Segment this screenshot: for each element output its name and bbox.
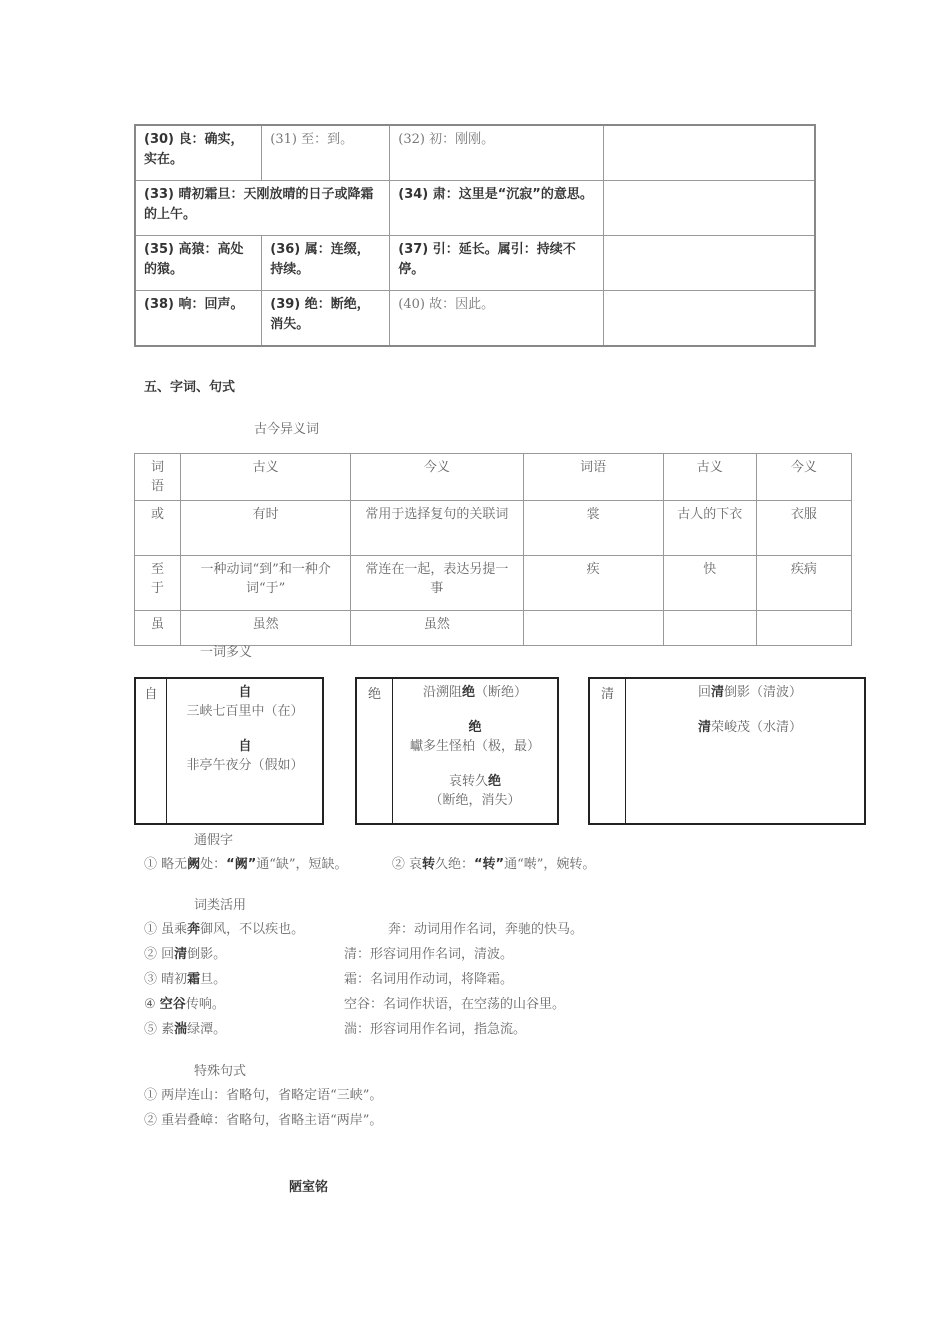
polysemy-title: 一词多义 bbox=[200, 645, 253, 660]
polysemy-item: 自非亭午夜分（假如） bbox=[186, 739, 304, 773]
gujin-cell bbox=[756, 611, 851, 646]
polysemy-items bbox=[650, 679, 850, 753]
polysemy-item: 回清倒影（清波） bbox=[697, 685, 803, 700]
gloss-cell: (30) 良：确实，实在。 bbox=[135, 125, 262, 181]
gujin-cell: 常连在一起，表达另提一事 bbox=[351, 556, 523, 611]
polysemy-item: 绝巘多生怪柏（极，最） bbox=[409, 720, 540, 754]
cilei-example: ② 回清倒影。 bbox=[144, 947, 227, 962]
polysemy-box-qing bbox=[588, 677, 866, 825]
gujin-cell: 古人的下衣 bbox=[663, 501, 756, 556]
gujin-cell: 至于 bbox=[135, 556, 181, 611]
polysemy-box-zi bbox=[134, 677, 324, 825]
gujin-row bbox=[135, 556, 852, 611]
gujin-header-cell: 今义 bbox=[756, 454, 851, 501]
cilei-explanation: 清：形容词用作名词，清波。 bbox=[344, 947, 514, 962]
gujin-cell: 快 bbox=[663, 556, 756, 611]
cilei-example: ③ 晴初霜旦。 bbox=[144, 972, 227, 987]
gloss-cell: (31) 至：到。 bbox=[262, 125, 390, 181]
gloss-row bbox=[135, 125, 815, 181]
polysemy-items bbox=[405, 679, 545, 826]
gujin-row bbox=[135, 501, 852, 556]
polysemy-item: 哀转久绝（断绝，消失） bbox=[429, 774, 521, 808]
gujin-cell: 有时 bbox=[181, 501, 351, 556]
gujin-cell bbox=[523, 611, 663, 646]
gujin-cell: 裳 bbox=[523, 501, 663, 556]
polysemy-char: 自 bbox=[136, 679, 167, 823]
cilei-explanation: 空谷：名词作状语，在空荡的山谷里。 bbox=[344, 997, 566, 1012]
tongjia-title: 通假字 bbox=[194, 833, 234, 848]
gujin-cell: 或 bbox=[135, 501, 181, 556]
teshu-title: 特殊句式 bbox=[194, 1064, 247, 1079]
gujin-cell: 常用于选择复句的关联词 bbox=[351, 501, 523, 556]
section-title: 五、字词、句式 bbox=[144, 380, 236, 395]
cilei-title: 词类活用 bbox=[194, 898, 247, 913]
cilei-example: ④ 空谷传响。 bbox=[144, 997, 225, 1012]
gloss-cell: (33) 晴初霜旦：天刚放晴的日子或降霜的上午。 bbox=[135, 181, 390, 236]
cilei-explanation: 霜：名词用作动词，将降霜。 bbox=[344, 972, 514, 987]
gujin-table bbox=[134, 453, 852, 646]
gujin-cell bbox=[663, 611, 756, 646]
gujin-cell: 一种动词“到”和一种介词“于” bbox=[181, 556, 351, 611]
polysemy-box-jue bbox=[355, 677, 559, 825]
tongjia-line: ① 略无阙处：“阙”通“缺”，短缺。 ② 哀转久绝：“转”通“啭”，婉转。 bbox=[144, 857, 596, 872]
gujin-header-cell: 今义 bbox=[351, 454, 523, 501]
gloss-cell: (40) 故：因此。 bbox=[390, 291, 604, 347]
gloss-row bbox=[135, 236, 815, 291]
gloss-cell bbox=[604, 291, 815, 347]
teshu-item: ② 重岩叠嶂：省略句，省略主语“两岸”。 bbox=[144, 1113, 383, 1128]
teshu-item: ① 两岸连山：省略句，省略定语“三峡”。 bbox=[144, 1088, 383, 1103]
polysemy-char: 清 bbox=[590, 679, 626, 823]
gujin-header-cell: 词语 bbox=[135, 454, 181, 501]
gloss-row bbox=[135, 291, 815, 347]
polysemy-char: 绝 bbox=[357, 679, 393, 823]
gujin-header-cell: 古义 bbox=[663, 454, 756, 501]
polysemy-items bbox=[180, 679, 310, 791]
gujin-header-row bbox=[135, 454, 852, 501]
polysemy-item: 自三峡七百里中（在） bbox=[186, 685, 304, 719]
polysemy-item: 清荣峻茂（水清） bbox=[697, 720, 803, 735]
gloss-cell: (39) 绝：断绝，消失。 bbox=[262, 291, 390, 347]
gloss-cell: (32) 初：刚刚。 bbox=[390, 125, 604, 181]
gloss-cell: (36) 属：连缀，持续。 bbox=[262, 236, 390, 291]
gujin-header-cell: 词语 bbox=[523, 454, 663, 501]
gloss-row bbox=[135, 181, 815, 236]
cilei-explanation: 奔：动词用作名词，奔驰的快马。 bbox=[388, 922, 584, 937]
gloss-cell: (37) 引：延长。属引：持续不停。 bbox=[390, 236, 604, 291]
gloss-cell: (38) 响：回声。 bbox=[135, 291, 262, 347]
gujin-cell: 虽然 bbox=[181, 611, 351, 646]
gloss-cell bbox=[604, 236, 815, 291]
gujin-cell: 虽然 bbox=[351, 611, 523, 646]
gloss-cell: (35) 高猿：高处的猿。 bbox=[135, 236, 262, 291]
gloss-cell bbox=[604, 181, 815, 236]
gloss-cell bbox=[604, 125, 815, 181]
gloss-table bbox=[134, 124, 816, 347]
cilei-example: ① 虽乘奔御风，不以疾也。 bbox=[144, 922, 305, 937]
cilei-explanation: 湍：形容词用作名词，指急流。 bbox=[344, 1022, 527, 1037]
next-title: 陋室铭 bbox=[289, 1180, 329, 1195]
gujin-cell: 疾病 bbox=[756, 556, 851, 611]
gujin-cell: 虽 bbox=[135, 611, 181, 646]
gujin-title: 古今异义词 bbox=[254, 422, 320, 437]
gujin-cell: 疾 bbox=[523, 556, 663, 611]
gloss-cell: (34) 肃：这里是“沉寂”的意思。 bbox=[390, 181, 604, 236]
polysemy-item: 沿溯阻绝（断绝） bbox=[422, 685, 528, 700]
cilei-example: ⑤ 素湍绿潭。 bbox=[144, 1022, 227, 1037]
gujin-header-cell: 古义 bbox=[181, 454, 351, 501]
gujin-cell: 衣服 bbox=[756, 501, 851, 556]
